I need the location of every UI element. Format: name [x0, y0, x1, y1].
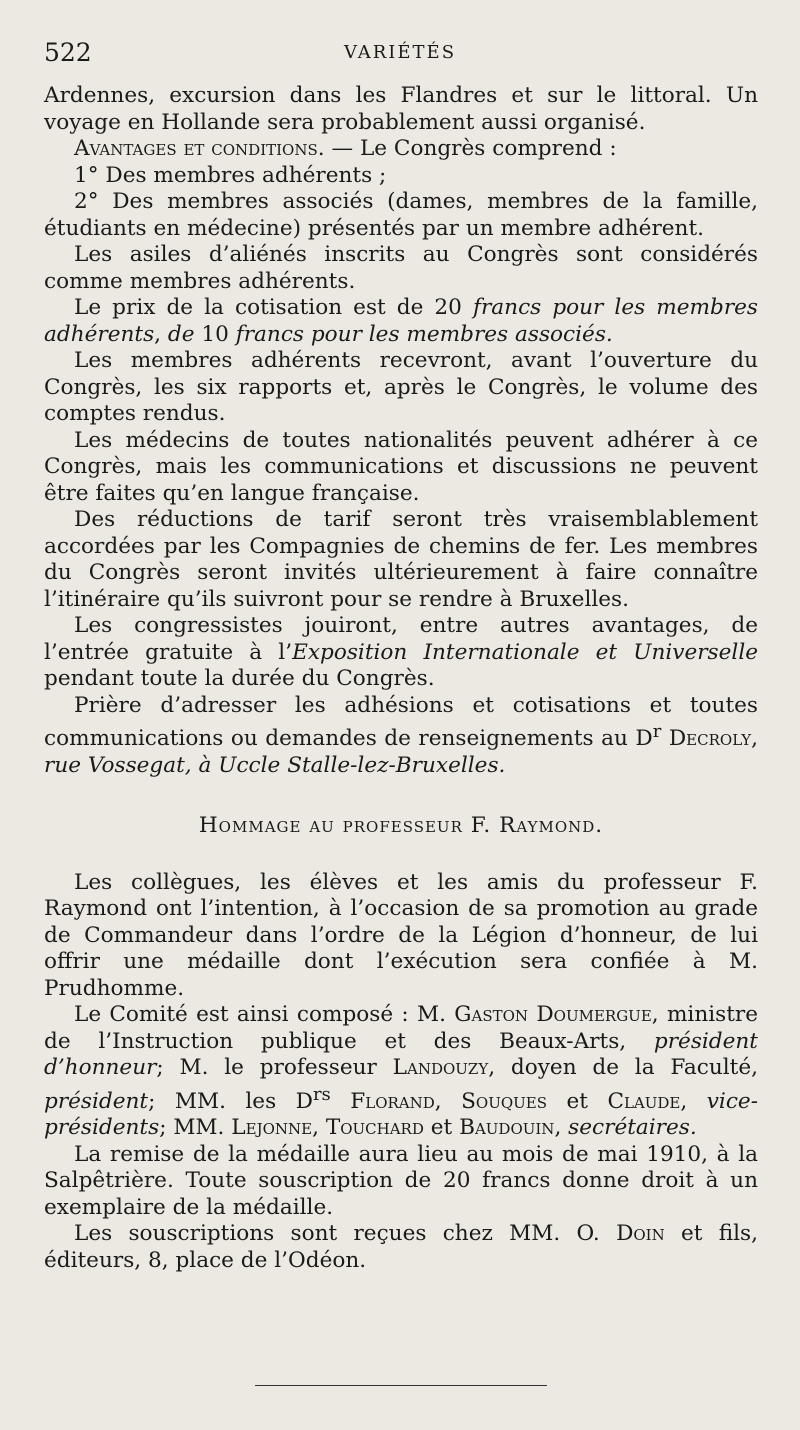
paragraph-text: , doyen de la Faculté,: [488, 1055, 758, 1081]
paragraph: Les membres adhérents recevront, avant l’ouverture du Congrès, les six rapports et, après le Congrès, le volume des comptes rendus.: [44, 348, 758, 426]
paragraph-text: , ministre de l’Instruction publique et des Beaux-Arts,: [44, 1002, 758, 1054]
paragraph-text: ,: [751, 726, 758, 752]
person-name: Florand: [350, 1088, 435, 1114]
paragraph-text: 10: [194, 321, 236, 347]
person-name: Decroly: [661, 726, 752, 752]
section-heading: Hommage au professeur F. Raymond.: [198, 813, 604, 839]
superscript: r: [652, 721, 662, 742]
paragraph: Des réductions de tarif seront très vraisemblablement accordées par les Compagnies de chemins de fer. Les membres du Congrès seront invités ultérieurement à faire connaître l’itinéraire qu’ils suivront pour se rendre à Bruxelles.: [44, 507, 758, 612]
paragraph-text: ,: [680, 1088, 707, 1114]
paragraph-text: pendant toute la durée du Congrès.: [44, 666, 435, 691]
paragraph: [44, 1221, 758, 1274]
superscript: rs: [312, 1083, 331, 1105]
paragraph-text: ,: [312, 1115, 326, 1141]
paragraph-text: ,: [154, 321, 168, 347]
running-title: VARIÉTÉS: [343, 42, 457, 63]
page-number: 522: [44, 38, 92, 67]
italic-text: président: [44, 1088, 149, 1114]
italic-text: président d’honneur: [44, 1028, 758, 1081]
paragraph-text: Le Comité est ainsi composé : M.: [74, 1002, 455, 1028]
italic-text: francs pour les membres adhérents: [44, 295, 759, 347]
paragraph-text: et fils, éditeurs, 8, place de l’Odéon.: [44, 1221, 758, 1273]
person-name: Claude: [607, 1088, 681, 1114]
paragraph-text: Le prix de la cotisation est de 20: [74, 295, 473, 320]
paragraph-text: et: [423, 1115, 460, 1141]
end-rule: [255, 1385, 547, 1386]
list-item: 1° Des membres adhérents ;: [74, 162, 387, 188]
paragraph: [44, 693, 758, 780]
body-text: [44, 83, 758, 1274]
italic-text: secrétaires.: [568, 1115, 697, 1141]
paragraph-text: Les congressistes jouiront, entre autres avantages, de l’entrée gratuite à l’: [44, 613, 758, 665]
paragraph-text: ,: [434, 1088, 462, 1114]
person-name: Gaston Doumergue: [454, 1002, 652, 1028]
paragraph: [44, 295, 758, 348]
paragraph-text: Prière d’adresser les adhésions et cotisations et toutes communications ou demandes de renseignements au D: [44, 692, 758, 752]
italic-text: vice-présidents: [44, 1088, 758, 1141]
paragraph: La remise de la médaille aura lieu au mois de mai 1910, à la Salpêtrière. Toute souscription de 20 francs donne droit à un exemplaire de la médaille.: [44, 1141, 758, 1220]
paragraph: Les collègues, les élèves et les amis du professeur F. Raymond ont l’intention, à l’occasion de sa promotion au grade de Commandeur dans l’ordre de la Légion d’honneur, de lui offrir une médaille dont l’exécution sera confiée à M. Prudhomme.: [44, 869, 758, 1001]
person-name: Touchard: [325, 1115, 424, 1141]
person-name: Lejonne: [231, 1115, 313, 1141]
paragraph-text: et: [547, 1088, 608, 1114]
paragraph: [44, 136, 758, 163]
person-name: Landouzy: [392, 1055, 489, 1081]
paragraph: [44, 613, 758, 693]
list-item: 2° Des membres associés (dames, membres de la famille, étudiants en médecine) présentés par un membre adhérent.: [44, 189, 758, 241]
paragraph-text: ; MM.: [159, 1115, 232, 1141]
run-in-heading: Avantages et conditions.: [74, 136, 325, 161]
person-name: Doin: [616, 1221, 665, 1247]
paragraph-text: ; M. le professeur: [156, 1055, 393, 1081]
paragraph: [44, 1002, 758, 1142]
italic-text: Exposition Internationale et Universelle: [292, 639, 759, 665]
paragraph-text: ,: [554, 1115, 569, 1141]
paragraph: Ardennes, excursion dans les Flandres et sur le littoral. Un voyage en Hollande sera probablement aussi organisé.: [44, 83, 758, 135]
italic-text: francs pour les membres associés.: [235, 321, 613, 347]
paragraph-text: ; MM. les D: [148, 1088, 313, 1114]
paragraph-text: [331, 1089, 350, 1114]
person-name: Souques: [461, 1088, 548, 1114]
person-name: Baudouin: [459, 1115, 555, 1141]
italic-text: de: [167, 321, 195, 347]
paragraph: Les médecins de toutes nationalités peuvent adhérer à ce Congrès, mais les communications et discussions ne peuvent être faites qu’en langue française.: [44, 427, 758, 506]
paragraph-text: — Le Congrès comprend :: [324, 136, 617, 161]
paragraph: Les asiles d’aliénés inscrits au Congrès sont considérés comme membres adhérents.: [44, 242, 758, 294]
page-header: [44, 38, 756, 68]
address-text: rue Vossegat, à Uccle Stalle-lez-Bruxelles.: [44, 752, 506, 778]
paragraph-text: Les souscriptions sont reçues chez MM. O.: [74, 1221, 617, 1247]
